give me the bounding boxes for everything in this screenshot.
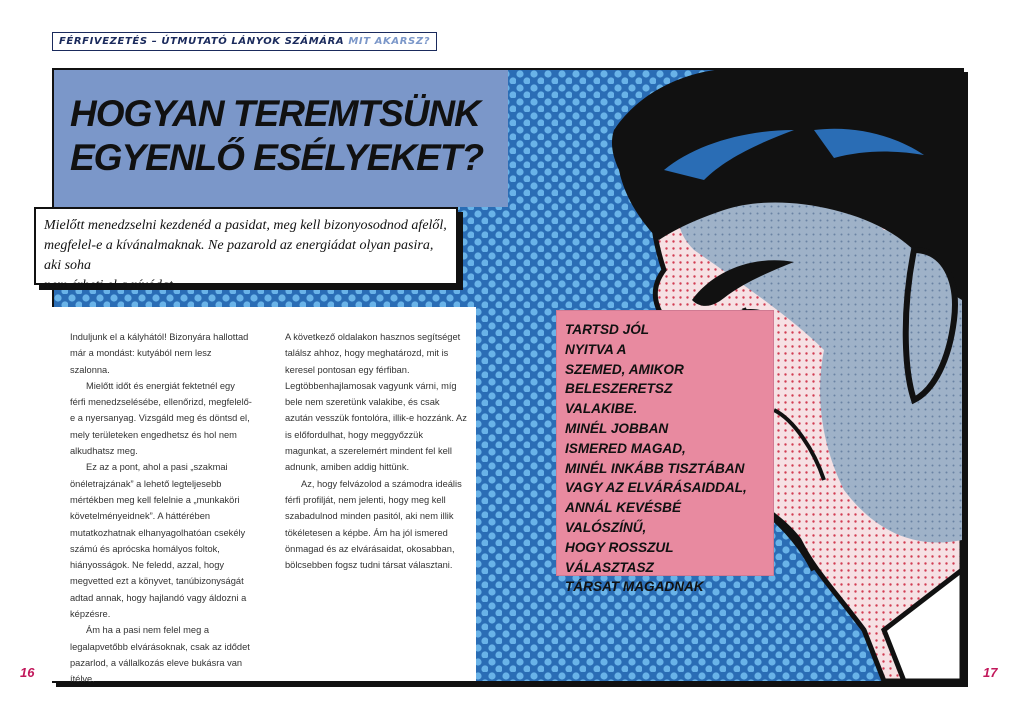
title-line-2: EGYENLŐ ESÉLYEKET? [70, 137, 484, 178]
quote-line: VAGY AZ ELVÁRÁSAIDDAL, [565, 480, 747, 496]
running-header [52, 32, 437, 51]
running-header-accent: MIT AKARSZ? [348, 36, 431, 47]
quote-line: ANNÁL KEVÉSBÉ VALÓSZÍNŰ, [565, 500, 682, 535]
title-box [52, 68, 508, 207]
running-header-label: FÉRFIVEZETÉS – ÚTMUTATÓ LÁNYOK SZÁMÁRA [59, 36, 345, 47]
body-paragraph: Mielőtt időt és energiát fektetnél egy férfi menedzselésébe, ellenőrizd, megfelelő-e a nyersanyag. Vizsgáld meg és döntsd el, mely területeken engedhetsz és hol nem alkudhatsz meg. [70, 380, 252, 457]
lead-paragraph [34, 207, 458, 293]
quote-line: HOGY ROSSZUL VÁLASZTASZ [565, 539, 674, 575]
page-number-left: 16 [20, 665, 35, 680]
body-column-1 [70, 329, 252, 688]
body-paragraph: Induljunk el a kályhától! Bizonyára hallottad már a mondást: kutyából nem lesz szalonna. [70, 332, 249, 375]
quote-line: MINÉL INKÁBB TISZTÁBAN [565, 460, 745, 476]
title-line-1: HOGYAN TEREMTSÜNK [70, 93, 480, 134]
lead-line-1: Mielőtt menedzselni kezdenéd a pasidat, meg kell bizonyosodnod afelől, [44, 218, 447, 233]
page-number-right: 17 [983, 665, 998, 680]
quote-line: VALAKIBE. [565, 401, 638, 417]
lead-line-2: megfelel-e a kívánalmaknak. Ne pazarold az energiádat olyan pasira, aki soha [44, 238, 434, 273]
quote-line: MINÉL JOBBAN [565, 420, 669, 436]
quote-line: NYITVA A [565, 341, 627, 357]
pull-quote [556, 310, 774, 595]
body-paragraph: A következő oldalakon hasznos segítséget találsz ahhoz, hogy meghatározd, mit is keresel pontosan egy férfiban. Legtöbbenhajlamosak vagyunk várni, míg bele nem szeretünk valakibe, és csak azután vesszük fontolóra, illik-e hozzánk. Az is előfordulhat, hogy meggyőzzük magunkat, a szerelemért mindent fel kell adnunk, amiben addig hittünk. [285, 332, 467, 473]
body-paragraph: Az, hogy felvázolod a számodra ideális férfi profilját, nem jelenti, hogy meg kell szabadulnod minden pasitól, aki nem illik tökéletesen a képbe. Ám ha jól ismered önmagad és az elvárásaidat, okosabban, bölcsebben fogsz tudni társat választani. [285, 478, 462, 571]
quote-line: TÁRSAT MAGADNAK [565, 579, 704, 595]
quote-line: TARTSD JÓL [565, 322, 650, 337]
lead-line-3: nem érheti el a nívódat [44, 278, 173, 293]
body-paragraph: Ám ha a pasi nem felel meg a legalapvetőbb elvárásoknak, csak az idődet pazarlod, a vállalkozás eleve bukásra van ítélve. [70, 625, 250, 685]
page-title [70, 92, 500, 180]
body-paragraph: Ez az a pont, ahol a pasi „szakmai önéletrajzának” a lehető legteljesebb mértékben meg kell felelnie a „munkaköri követelményeidnek”. A háttérében mutatkozhatnak elhanyagolhatóan csekély számú és aprócska homályos foltok, hiányosságok. Ne feledd, azzal, hogy megvetted ezt a könyvet, tanúbizonyságát adtad annak, hogy hajlandó vagy áldozni a képzésre. [70, 462, 247, 620]
body-column-2 [285, 329, 467, 573]
body-text-area [52, 307, 476, 685]
quote-line: SZEMED, AMIKOR [565, 361, 684, 377]
quote-line: BELESZERETSZ [565, 381, 673, 397]
quote-line: ISMERED MAGAD, [565, 440, 686, 456]
